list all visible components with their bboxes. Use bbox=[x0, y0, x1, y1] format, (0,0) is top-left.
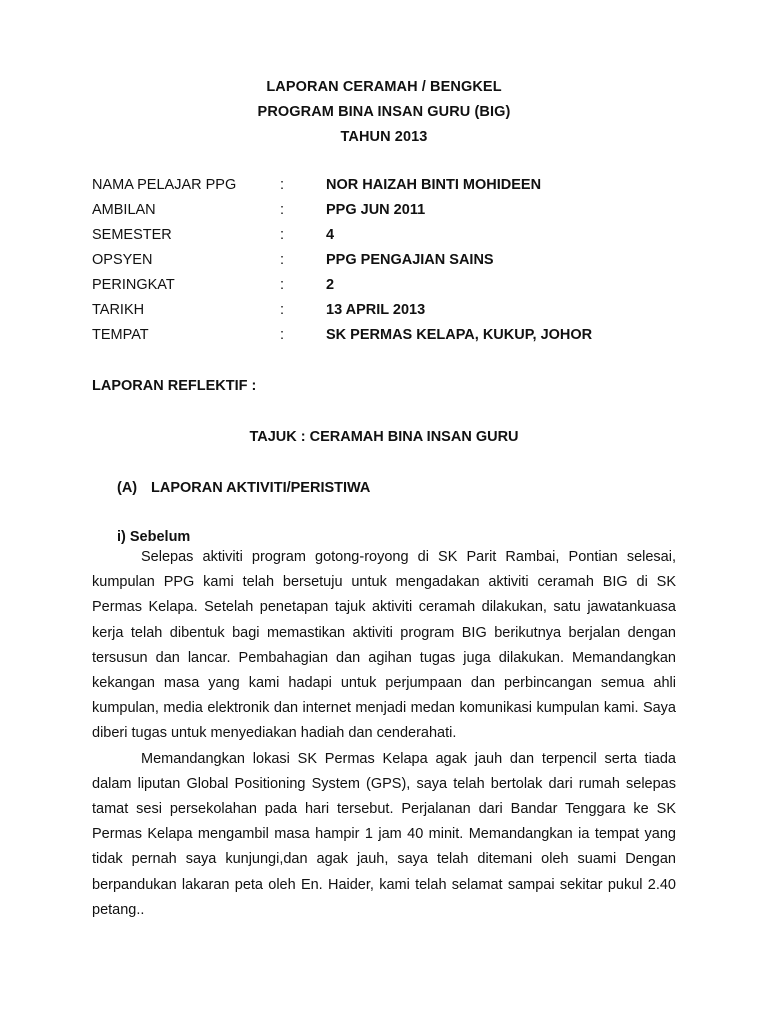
info-label: PERINGKAT bbox=[92, 277, 175, 293]
info-value: 4 bbox=[326, 227, 335, 243]
info-separator: : bbox=[280, 202, 285, 218]
body-text bbox=[92, 545, 676, 923]
info-label: OPSYEN bbox=[92, 252, 153, 268]
info-value: 2 bbox=[326, 277, 335, 293]
info-separator: : bbox=[280, 252, 285, 268]
report-title: LAPORAN CERAMAH / BENGKEL bbox=[266, 79, 502, 95]
info-value: NOR HAIZAH BINTI MOHIDEEN bbox=[326, 177, 542, 193]
info-value: PPG JUN 2011 bbox=[326, 202, 426, 218]
info-value: SK PERMAS KELAPA, KUKUP, JOHOR bbox=[326, 327, 593, 343]
paragraph: Selepas aktiviti program gotong-royong di SK Parit Rambai, Pontian selesai, kumpulan PPG kami telah bersetuju untuk mengadakan aktiviti ceramah BIG di SK Permas Kelapa. Setelah penetapan tajuk aktiviti ceramah dilakukan, satu jawatankuasa kerja telah dibentuk bagi memastikan aktiviti program BIG berikutnya berjalan dengan tersusun dan lancar. Pembahagian dan agihan tugas juga dilakukan. Memandangkan kekangan masa yang kami hadapi untuk perjumpaan dan perbincangan semua ahli kumpulan, media elektronik dan internet menjadi medan komunikasi kumpulan kami. Saya diberi tugas untuk menyediakan hadiah dan cenderahati. bbox=[92, 549, 676, 742]
info-separator: : bbox=[280, 277, 285, 293]
info-label: TARIKH bbox=[92, 302, 145, 318]
info-label: NAMA PELAJAR PPG bbox=[92, 177, 237, 193]
info-label: TEMPAT bbox=[92, 327, 149, 343]
info-label: SEMESTER bbox=[92, 227, 172, 243]
paragraph: Memandangkan lokasi SK Permas Kelapa agak jauh dan terpencil serta tiada dalam liputan Global Positioning System (GPS), saya telah bertolak dari rumah selepas tamat sesi persekolahan pada hari tersebut. Perjalanan dari Bandar Tenggara ke SK Permas Kelapa mengambil masa hampir 1 jam 40 minit. Memandangkan ia tempat yang tidak pernah saya kunjungi,dan agak jauh, saya telah ditemani oleh suami Dengan berpandukan lakaran peta oleh En. Haider, kami telah selamat sampai sekitar pukul 2.40 petang.. bbox=[92, 750, 676, 918]
program-title: PROGRAM BINA INSAN GURU (BIG) bbox=[257, 104, 511, 120]
info-separator: : bbox=[280, 302, 285, 318]
section-a-marker: (A) bbox=[117, 480, 138, 496]
info-value: PPG PENGAJIAN SAINS bbox=[326, 252, 494, 268]
info-separator: : bbox=[280, 227, 285, 243]
section-a-title: LAPORAN AKTIVITI/PERISTIWA bbox=[151, 480, 371, 496]
info-separator: : bbox=[280, 327, 285, 343]
reflective-report-heading: LAPORAN REFLEKTIF : bbox=[92, 378, 257, 394]
info-label: AMBILAN bbox=[92, 202, 156, 218]
year-title: TAHUN 2013 bbox=[340, 129, 428, 145]
info-separator: : bbox=[280, 177, 285, 193]
topic-heading: TAJUK : CERAMAH BINA INSAN GURU bbox=[249, 429, 519, 445]
subsection-heading: i) Sebelum bbox=[117, 529, 191, 545]
info-value: 13 APRIL 2013 bbox=[326, 302, 426, 318]
